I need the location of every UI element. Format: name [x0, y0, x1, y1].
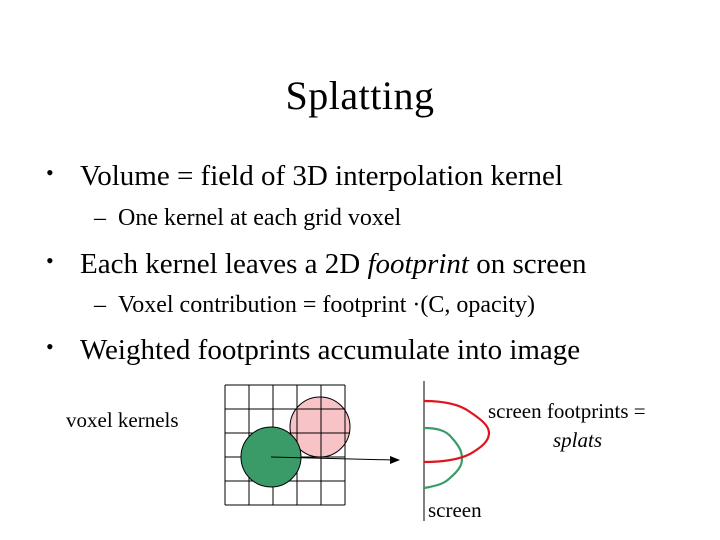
- bullet-dot: •: [46, 160, 54, 185]
- bullet-3-text: Weighted footprints accumulate into image: [80, 334, 581, 366]
- bullet-2-text-after: on screen: [468, 248, 587, 280]
- sub-bullet-1-text: One kernel at each grid voxel: [118, 205, 402, 231]
- bullet-1-text: Volume = field of 3D interpolation kernel: [80, 160, 563, 192]
- splats-label: splats: [553, 428, 603, 452]
- voxel-kernels-label: voxel kernels: [66, 408, 179, 432]
- sub-dash: –: [94, 205, 106, 231]
- bullet-2-text-before: Each kernel leaves a 2D: [80, 248, 368, 280]
- bullet-dot: •: [46, 334, 54, 359]
- sub-dash: –: [94, 292, 106, 318]
- slide-title: Splatting: [285, 73, 435, 118]
- bullet-dot: •: [46, 248, 54, 273]
- screen-label: screen: [428, 498, 482, 522]
- bullet-2-emphasis: footprint: [367, 248, 469, 280]
- red-splat-curve: [424, 401, 489, 462]
- screen-footprints-label: screen footprints =: [488, 399, 646, 423]
- sub-bullet-2-text: Voxel contribution = footprint ·(C, opacity): [118, 292, 536, 318]
